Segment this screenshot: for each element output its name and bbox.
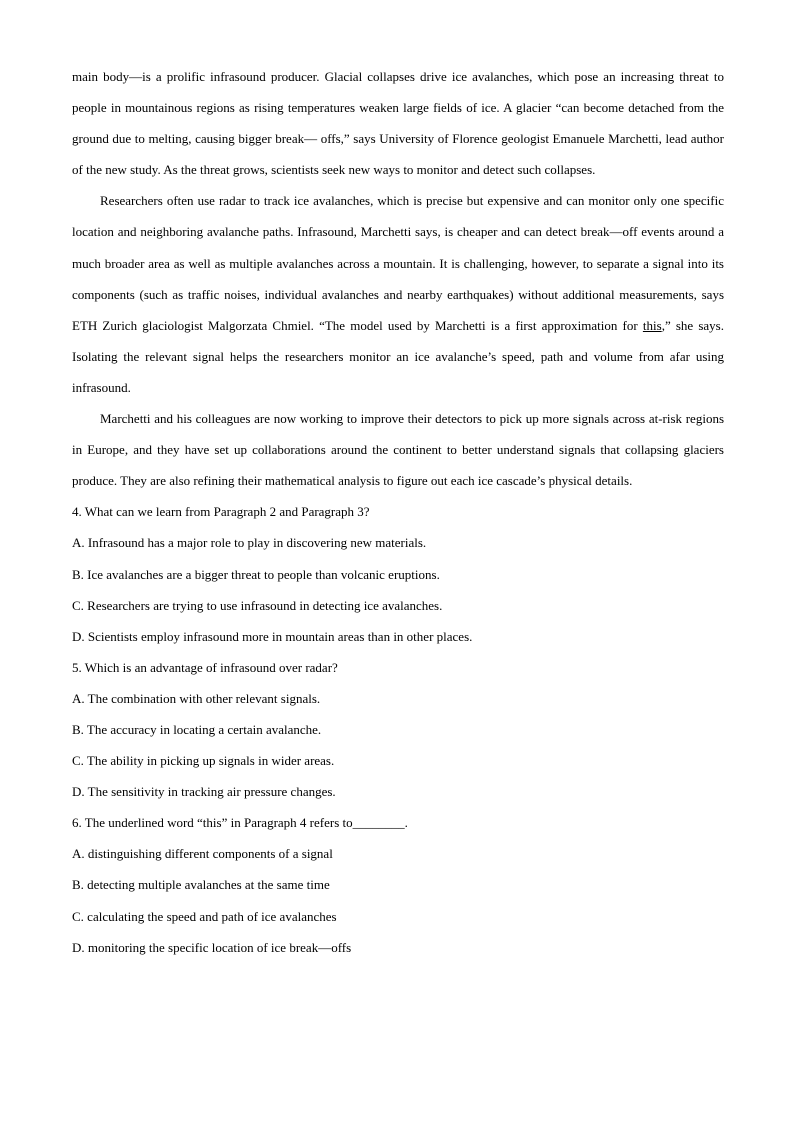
question-6-option-d: D. monitoring the specific location of ice break—offs bbox=[72, 939, 352, 955]
question-6-option-a: A. distinguishing different components of a signal bbox=[72, 846, 333, 862]
paragraph-4-part-b: ,” she says. Isolating the relevant signal helps the researchers monitor an ice avalanche’s speed, path and volume from afar using infrasound. bbox=[72, 317, 724, 395]
question-5-option-b: B. The accuracy in locating a certain avalanche. bbox=[72, 721, 322, 737]
question-6-option-c: C. calculating the speed and path of ice avalanches bbox=[72, 908, 337, 924]
question-4-option-a: A. Infrasound has a major role to play in discovering new materials. bbox=[72, 535, 427, 551]
question-5-option-d: D. The sensitivity in tracking air pressure changes. bbox=[72, 784, 336, 800]
question-5-option-a: A. The combination with other relevant signals. bbox=[72, 690, 321, 706]
paragraph-4-part-a: Researchers often use radar to track ice avalanches, which is precise but expensive and can monitor only one specific location and neighboring avalanche paths. Infrasound, Marchetti says, is cheaper and can detect break—off events around a much broader area as well as multiple avalanches across a mountain. It is challenging, however, to separate a signal into its components (such as traffic noises, individual avalanches and nearby earthquakes) without additional measurements, says ETH Zurich glaciologist Malgorzata Chmiel. “The model used by Marchetti is a first approximation for bbox=[72, 193, 724, 333]
paragraph-5: Marchetti and his colleagues are now working to improve their detectors to pick up more signals across at-risk regions in Europe, and they have set up collaborations around the continent to better understand signals that collapsing glaciers produce. They are also refining their mathematical analysis to figure out each ice cascade’s physical details. bbox=[72, 411, 724, 489]
paragraph-4 bbox=[72, 185, 724, 403]
question-6-option-b: B. detecting multiple avalanches at the same time bbox=[72, 877, 330, 893]
question-4-option-c: C. Researchers are trying to use infrasound in detecting ice avalanches. bbox=[72, 597, 443, 613]
document-page bbox=[72, 61, 724, 963]
question-4-option-d: D. Scientists employ infrasound more in mountain areas than in other places. bbox=[72, 628, 473, 644]
question-4-option-b: B. Ice avalanches are a bigger threat to people than volcanic eruptions. bbox=[72, 566, 440, 582]
paragraph-continued: main body—is a prolific infrasound producer. Glacial collapses drive ice avalanches, which pose an increasing threat to people in mountainous regions as rising temperatures weaken large fields of ice. A glacier “can become detached from the ground due to melting, causing bigger break— offs,” says University of Florence geologist Emanuele Marchetti, lead author of the new study. As the threat grows, scientists seek new ways to monitor and detect such collapses. bbox=[72, 69, 724, 178]
question-6-stem: 6. The underlined word “this” in Paragraph 4 refers to________. bbox=[72, 815, 408, 831]
question-4-stem: 4. What can we learn from Paragraph 2 and Paragraph 3? bbox=[72, 504, 370, 520]
question-5-option-c: C. The ability in picking up signals in wider areas. bbox=[72, 753, 335, 769]
underlined-word-this: this bbox=[642, 317, 662, 333]
question-5-stem: 5. Which is an advantage of infrasound over radar? bbox=[72, 659, 338, 675]
